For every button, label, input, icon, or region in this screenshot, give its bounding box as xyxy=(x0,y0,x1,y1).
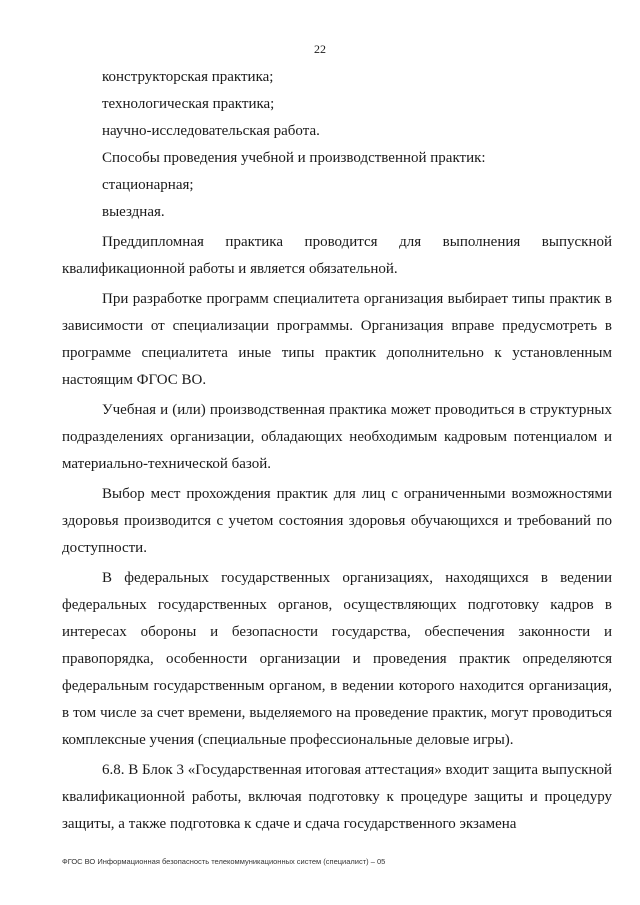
list-item: технологическая практика; xyxy=(102,96,275,112)
paragraph: Учебная и (или) производственная практика может проводиться в структурных подразделениях организации, обладающих необходимым кадровым потенциалом и материально-технической базой. xyxy=(62,402,612,472)
paragraph: Выбор мест прохождения практик для лиц с ограниченными возможностями здоровья производится с учетом состояния здоровья обучающихся и требований по доступности. xyxy=(62,486,612,556)
methods-heading: Способы проведения учебной и производственной практик: xyxy=(102,150,486,166)
paragraph: Преддипломная практика проводится для выполнения выпускной квалификационной работы и является обязательной. xyxy=(62,234,612,277)
list-item: конструкторская практика; xyxy=(102,69,274,85)
list-item: стационарная; xyxy=(102,177,194,193)
list-item: выездная. xyxy=(102,204,165,220)
document-body xyxy=(62,64,612,838)
page-number: 22 xyxy=(314,42,326,56)
paragraph: 6.8. В Блок 3 «Государственная итоговая аттестация» входит защита выпускной квалификационной работы, включая подготовку к процедуре защиты и процедуру защиты, а также подготовка к сдаче и сдача государственного экзамена xyxy=(62,762,613,832)
list-item: научно-исследовательская работа. xyxy=(102,123,320,139)
paragraph: При разработке программ специалитета организация выбирает типы практик в зависимости от специализации программы. Организация вправе предусмотреть в программе специалитета иные типы практик дополнительно к установленным настоящим ФГОС ВО. xyxy=(62,291,612,388)
paragraph: В федеральных государственных организациях, находящихся в ведении федеральных государственных органов, осуществляющих подготовку кадров в интересах обороны и безопасности государства, обеспечения законности и правопорядка, особенности организации и проведения практик определяются федеральным государственным органом, в ведении которого находится организация, в том числе за счет времени, выделяемого на проведение практик, могут проводиться комплексные учения (специальные профессиональные деловые игры). xyxy=(62,570,612,748)
page-footer: ФГОС ВО Информационная безопасность телекоммуникационных систем (специалист) – 05 xyxy=(62,857,386,866)
